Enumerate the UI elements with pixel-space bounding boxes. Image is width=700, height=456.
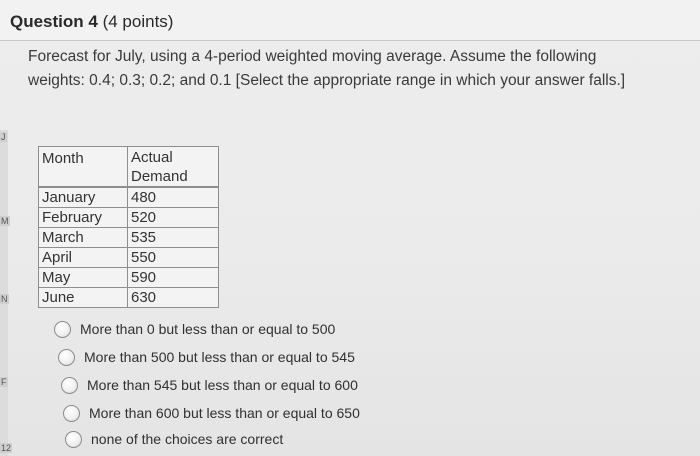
month-cell: June [39,288,128,308]
table-row [39,248,219,268]
choice-option-1[interactable] [54,319,335,339]
demand-cell: 480 [128,187,219,208]
table-row [39,228,219,248]
choice-label: More than 500 but less than or equal to 545 [84,349,355,365]
demand-table [38,146,219,308]
demand-cell: 535 [128,228,219,248]
column-header-month: Month [39,147,128,188]
radio-button[interactable] [61,377,78,394]
choice-label: none of the choices are correct [91,431,284,447]
choice-label: More than 0 but less than or equal to 500 [80,321,336,337]
radio-button[interactable] [54,321,71,338]
month-cell: February [39,208,128,228]
gutter-mark: J [1,132,6,142]
question-title [10,12,173,32]
month-cell: March [39,228,128,248]
radio-button[interactable] [65,431,82,448]
radio-button[interactable] [63,405,80,422]
choice-label: More than 545 but less than or equal to 600 [87,377,358,393]
choice-option-5[interactable] [65,429,283,449]
choice-option-2[interactable] [58,347,355,367]
month-cell: January [39,187,128,208]
gutter-mark: 12 [1,443,12,453]
gutter-mark: N [1,294,8,304]
month-cell: April [39,248,128,268]
choice-option-4[interactable] [63,403,360,423]
column-header-demand: Actual Demand [128,147,219,188]
question-prompt: Forecast for July, using a 4-period weighted moving average. Assume the following weights: 0.4; 0.3; 0.2; and 0.1 [Select the appropriate range in which your answer falls.] [28,48,626,89]
table-header-row [39,147,219,188]
demand-cell: 520 [128,208,219,228]
question-number: Question 4 [10,12,98,31]
table-row [39,187,219,208]
demand-cell: 590 [128,268,219,288]
demand-cell: 630 [128,288,219,308]
gutter-mark: F [1,377,7,387]
choice-label: More than 600 but less than or equal to 650 [89,405,360,421]
gutter-mark: M [1,216,9,226]
radio-button[interactable] [58,349,75,366]
question-header [0,0,700,41]
left-gutter [0,130,12,456]
month-cell: May [39,268,128,288]
table-row [39,288,219,308]
table-row [39,268,219,288]
demand-cell: 550 [128,248,219,268]
question-points: (4 points) [102,12,174,31]
choice-option-3[interactable] [61,375,358,395]
table-row [39,208,219,228]
